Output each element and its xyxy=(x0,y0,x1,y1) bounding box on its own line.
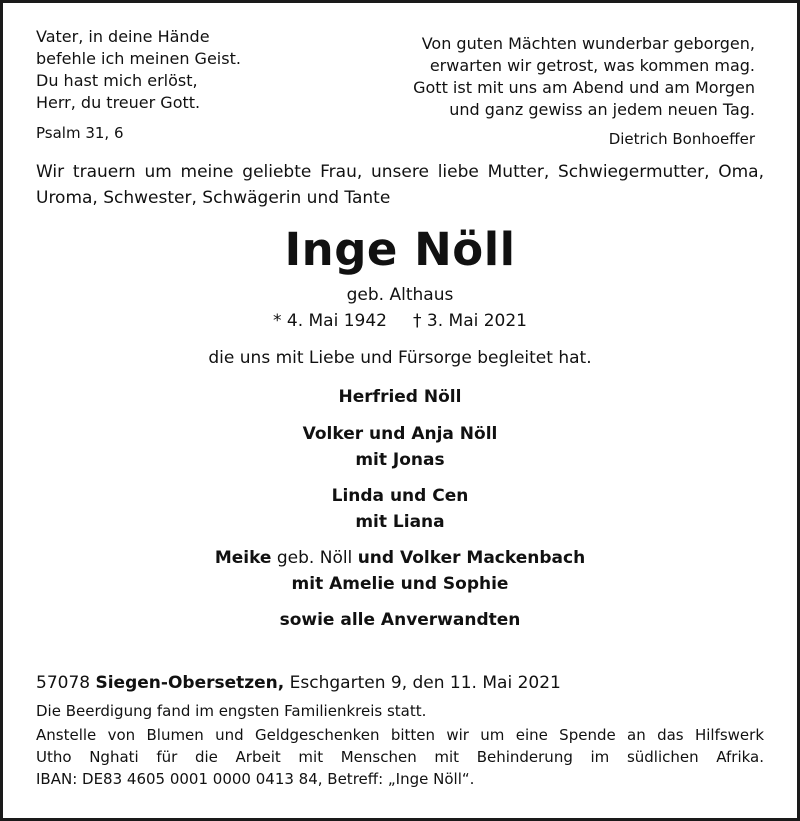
address-street-date: Eschgarten 9, den 11. Mai 2021 xyxy=(284,673,561,693)
verse-right xyxy=(413,33,755,121)
death-date: † 3. Mai 2021 xyxy=(413,311,528,331)
verse-left-line: Herr, du treuer Gott. xyxy=(36,93,201,112)
mourner-line: mit Liana xyxy=(355,512,445,532)
verse-right-line: und ganz gewiss an jedem neuen Tag. xyxy=(449,100,755,119)
mourner-line: mit Amelie und Sophie xyxy=(291,574,509,594)
birth-name: geb. Althaus xyxy=(346,285,454,305)
mourner-herfried: Herfried Nöll xyxy=(338,387,462,407)
address-line xyxy=(36,670,561,696)
mourner-volker-anja xyxy=(0,421,800,473)
mourner-partner: und Volker Mackenbach xyxy=(357,548,586,568)
verse-author: Dietrich Bonhoeffer xyxy=(608,130,755,148)
address-zip: 57078 xyxy=(36,673,96,693)
donation-note xyxy=(36,724,764,790)
psalm-reference: Psalm 31, 6 xyxy=(36,124,124,142)
verse-left-line: Vater, in deine Hände xyxy=(36,27,210,46)
verse-right-line: erwarten wir getrost, was kommen mag. xyxy=(429,56,755,75)
intro-text: Wir trauern um meine geliebte Frau, unsere liebe Mutter, Schwiegermutter, Oma, Uroma, Schwester, Schwägerin und Tante xyxy=(36,162,764,208)
birth-date: * 4. Mai 1942 xyxy=(272,311,387,331)
donation-line: Utho Nghati für die Arbeit mit Menschen mit Behinderung im südlichen Afrika. xyxy=(36,748,764,766)
verse-right-line: Gott ist mit uns am Abend und am Morgen xyxy=(413,78,755,97)
mourner-line xyxy=(0,545,800,571)
donation-line: IBAN: DE83 4605 0001 0000 0413 84, Betreff: „Inge Nöll“. xyxy=(36,770,475,788)
mourner-first-name: Meike xyxy=(214,548,272,568)
mourner-relatives: sowie alle Anverwandten xyxy=(279,610,521,630)
mourner-linda-cen xyxy=(0,483,800,535)
address-city: Siegen-Obersetzen, xyxy=(95,673,285,693)
mourner-line: mit Jonas xyxy=(355,450,445,470)
burial-note: Die Beerdigung fand im engsten Familienkreis statt. xyxy=(36,702,427,720)
mourner-line: Volker und Anja Nöll xyxy=(302,424,498,444)
verse-left-line: befehle ich meinen Geist. xyxy=(36,49,241,68)
life-dates xyxy=(0,309,800,333)
care-line: die uns mit Liebe und Fürsorge begleitet hat. xyxy=(208,348,592,368)
verse-right-line: Von guten Mächten wunderbar geborgen, xyxy=(421,34,755,53)
verse-left-line: Du hast mich erlöst, xyxy=(36,71,198,90)
mourner-line: Linda und Cen xyxy=(331,486,469,506)
verse-left xyxy=(36,26,241,114)
deceased-name: Inge Nöll xyxy=(284,223,516,276)
donation-line: Anstelle von Blumen und Geldgeschenken bitten wir um eine Spende an das Hilfswerk xyxy=(36,726,764,744)
mourner-meike-volker xyxy=(0,545,800,597)
mourner-birth-name: geb. Nöll xyxy=(271,548,358,568)
